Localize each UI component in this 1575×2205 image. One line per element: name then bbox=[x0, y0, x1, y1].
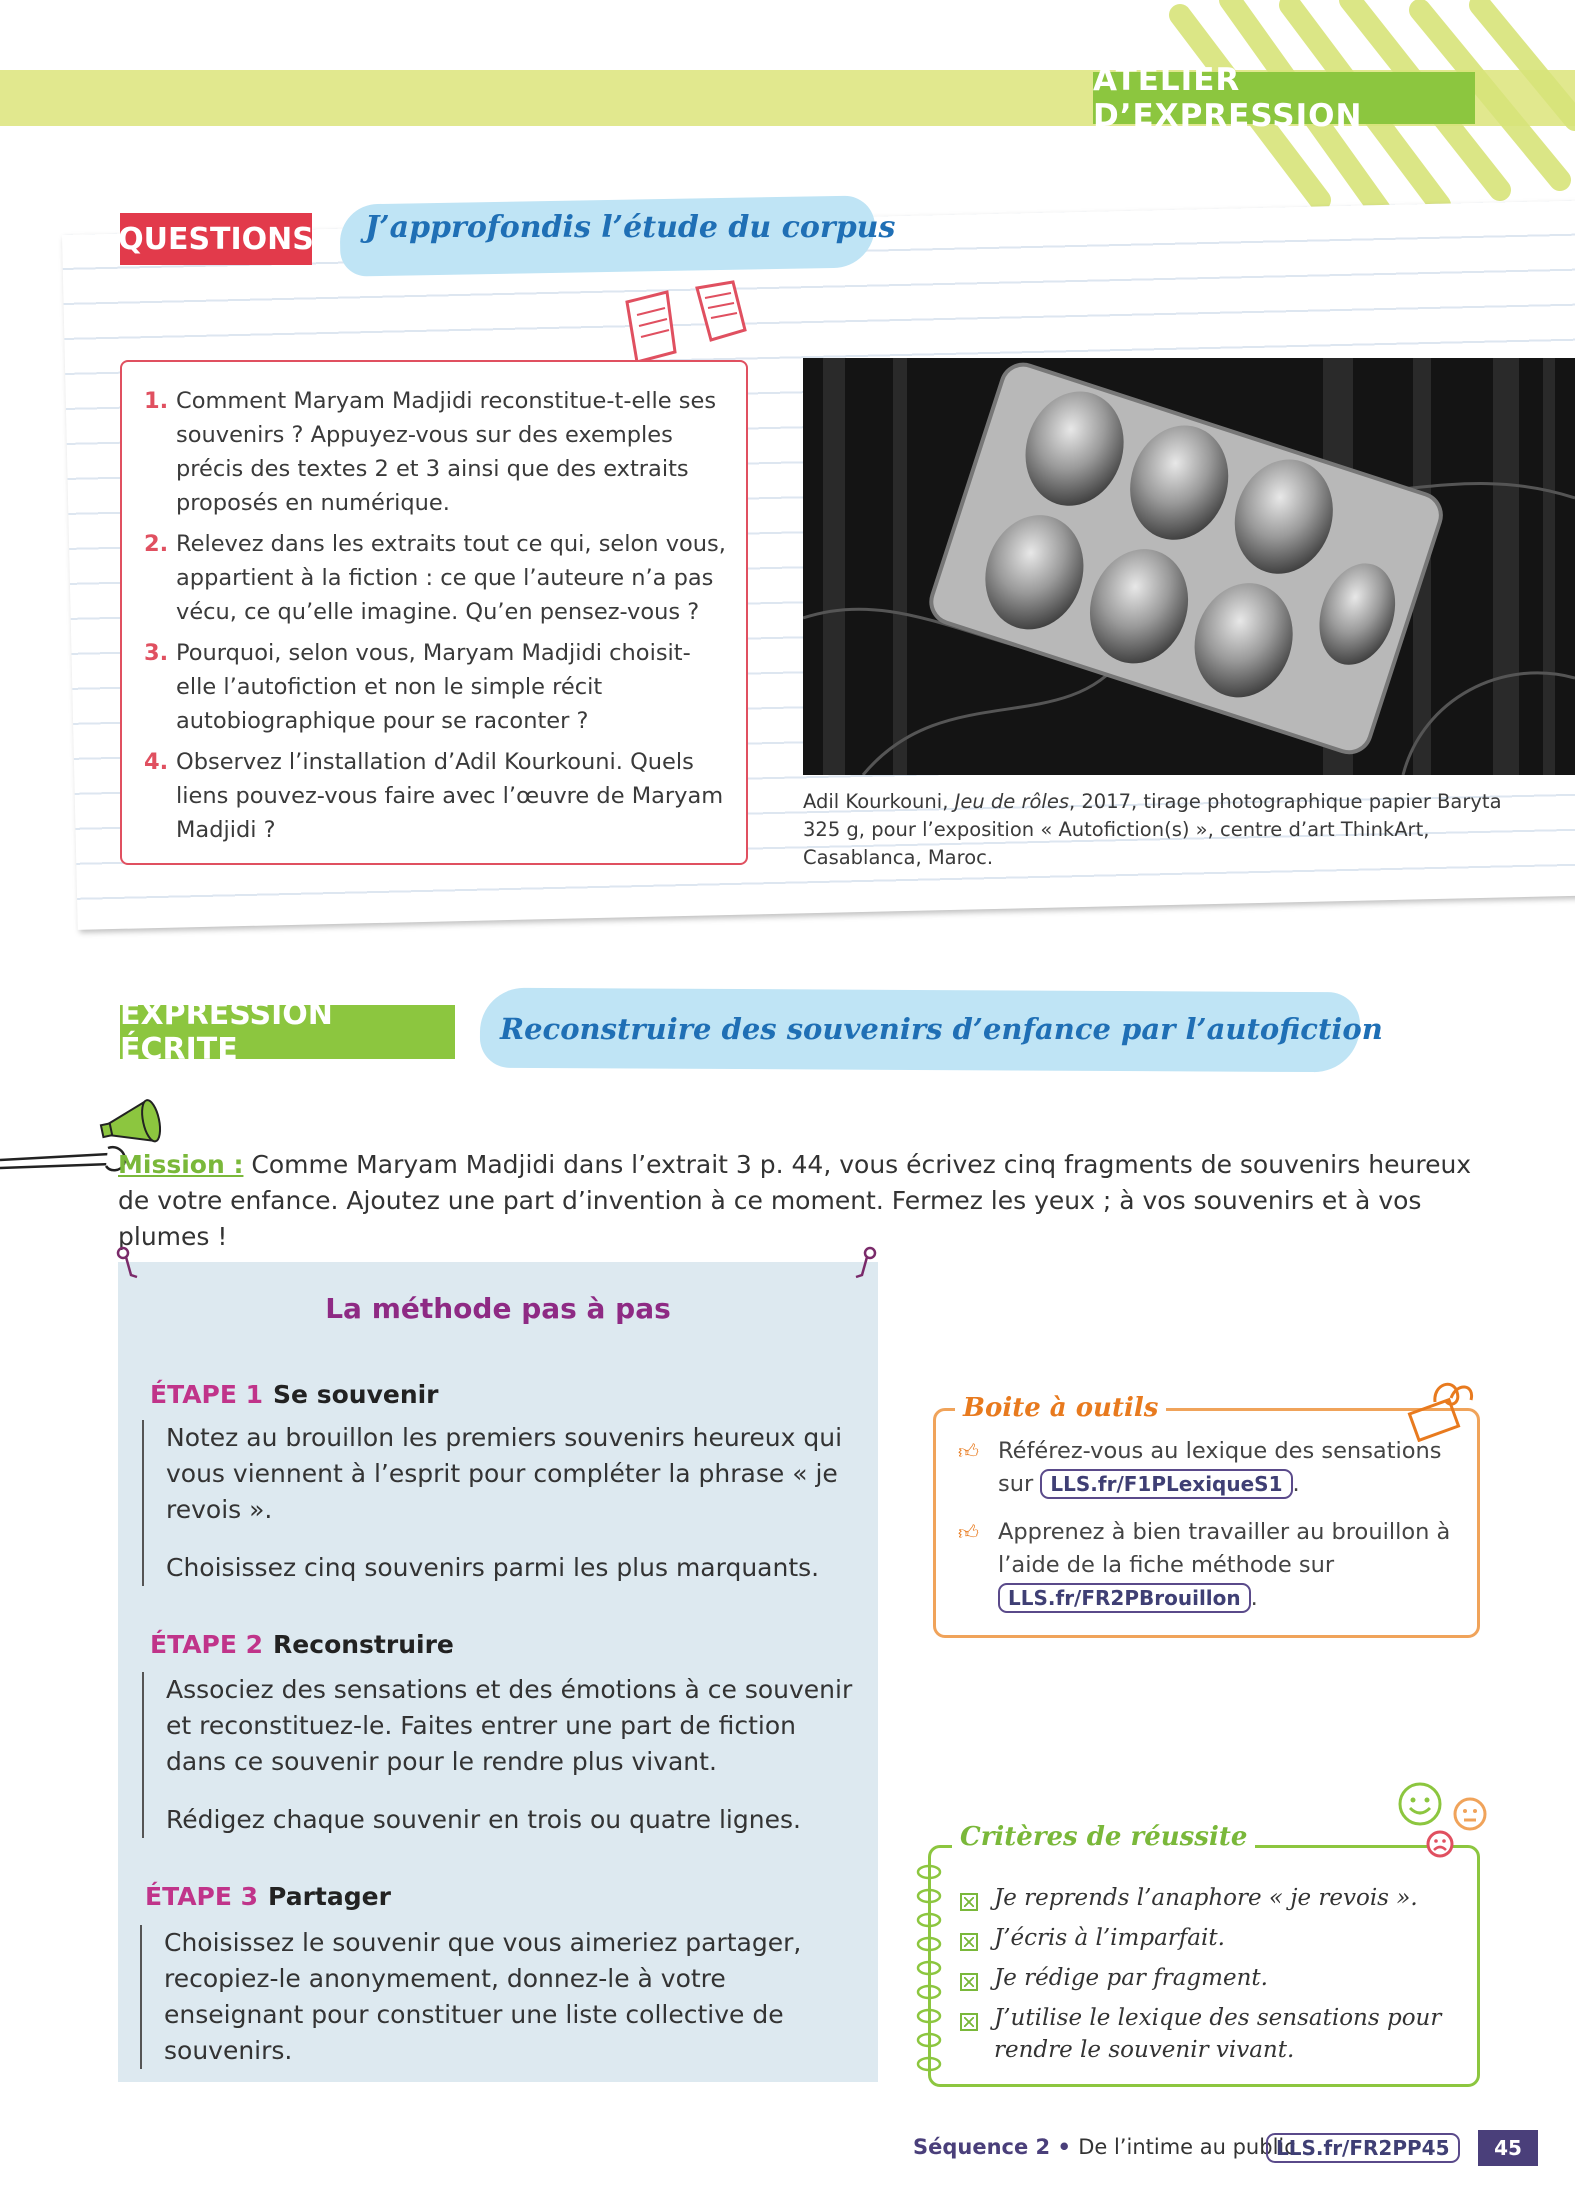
checkbox-icon bbox=[960, 1968, 994, 1988]
step-number: ÉTAPE 1 bbox=[150, 1380, 264, 1409]
step-paragraph: Rédigez chaque souvenir en trois ou quatre lignes. bbox=[166, 1805, 801, 1834]
step-paragraph: Associez des sensations et des émotions à ce souvenir et reconstituez-le. Faites entrer une part de fiction dans ce souvenir pour le rendre plus vivant. bbox=[166, 1675, 853, 1776]
criteria-text: J’écris à l’imparfait. bbox=[994, 1925, 1225, 1951]
step-title: Se souvenir bbox=[273, 1380, 439, 1409]
checkbox-icon bbox=[960, 1888, 994, 1908]
criteria-item bbox=[960, 2002, 1460, 2066]
step-1-heading bbox=[150, 1380, 439, 1409]
step-paragraph: Choisissez cinq souvenirs parmi les plus marquants. bbox=[166, 1553, 820, 1582]
step-3-body bbox=[140, 1925, 850, 2069]
footer-sequence bbox=[913, 2135, 1296, 2159]
step-2-body bbox=[142, 1672, 862, 1838]
thumbs-up-icon: 👍︎ bbox=[958, 1439, 979, 1463]
step-2-heading bbox=[150, 1630, 454, 1659]
mission-statement bbox=[118, 1147, 1498, 1255]
caption-details: , 2017, tirage photographique papier Baryta 325 g, pour l’exposition « Autofiction(s) », centre d’art ThinkArt, Casablanca, Maroc. bbox=[803, 790, 1502, 869]
thumbs-up-icon: 👍︎ bbox=[958, 1520, 979, 1544]
tool-text: Apprenez à bien travailler au brouillon à l’aide de la fiche méthode sur bbox=[998, 1519, 1451, 1578]
criteria-item bbox=[960, 1922, 1460, 1954]
step-number: ÉTAPE 3 bbox=[145, 1882, 259, 1911]
sequence-label: Séquence 2 bbox=[913, 2135, 1051, 2159]
artwork-photo bbox=[803, 358, 1575, 775]
step-number: ÉTAPE 2 bbox=[150, 1630, 264, 1659]
tool-link[interactable]: LLS.fr/FR2PBrouillon bbox=[998, 1583, 1251, 1613]
criteria-item bbox=[960, 1882, 1460, 1914]
checkbox-icon bbox=[960, 1928, 994, 1948]
criteria-list bbox=[960, 1882, 1460, 2074]
smileys-icon bbox=[1390, 1778, 1500, 1860]
mission-label: Mission : bbox=[118, 1150, 244, 1179]
tool-link[interactable]: LLS.fr/F1PLexiqueS1 bbox=[1040, 1469, 1292, 1499]
pin-icon bbox=[848, 1245, 878, 1285]
spiral-binding-decoration bbox=[912, 1860, 946, 2090]
page-number: 45 bbox=[1478, 2130, 1538, 2166]
step-paragraph: Choisissez le souvenir que vous aimeriez partager, recopiez-le anonymement, donnez-le à votre enseignant pour constituer une liste collective de souvenirs. bbox=[164, 1928, 802, 2065]
tool-item bbox=[958, 1516, 1468, 1615]
tool-item bbox=[958, 1435, 1468, 1501]
photo-caption bbox=[803, 788, 1503, 872]
questions-list bbox=[120, 360, 748, 865]
question-item bbox=[144, 527, 726, 629]
section-title: ATELIER D’EXPRESSION bbox=[1093, 72, 1475, 124]
checkbox-icon bbox=[960, 2008, 994, 2028]
tool-text-end: . bbox=[1250, 1585, 1258, 1611]
criteria-text: Je reprends l’anaphore « je revois ». bbox=[994, 1885, 1418, 1911]
sequence-separator: • bbox=[1050, 2135, 1079, 2159]
step-1-body bbox=[142, 1420, 862, 1586]
tool-text-end: . bbox=[1292, 1471, 1300, 1497]
step-3-heading bbox=[145, 1882, 391, 1911]
step-paragraph: Notez au brouillon les premiers souvenirs heureux qui vous viennent à l’esprit pour compléter la phrase « je revois ». bbox=[166, 1423, 843, 1524]
question-number: 3. bbox=[144, 640, 169, 666]
step-title: Reconstruire bbox=[273, 1630, 454, 1659]
question-text: Comment Maryam Madjidi reconstitue-t-elle ses souvenirs ? Appuyez-vous sur des exemples précis des textes 2 et 3 ainsi que des extraits proposés en numérique. bbox=[176, 388, 717, 516]
toolbox-title: Boite à outils bbox=[955, 1393, 1166, 1423]
question-number: 4. bbox=[144, 749, 169, 775]
criteria-item bbox=[960, 1962, 1460, 1994]
question-text: Relevez dans les extraits tout ce qui, selon vous, appartient à la fiction : ce que l’auteure n’a pas vécu, ce qu’elle imagine. Qu’en pensez-vous ? bbox=[176, 531, 726, 625]
criteria-text: J’utilise le lexique des sensations pour rendre le souvenir vivant. bbox=[994, 2005, 1442, 2063]
caption-author: Adil Kourkouni, bbox=[803, 790, 955, 813]
questions-heading: J’approfondis l’étude du corpus bbox=[365, 210, 896, 245]
caption-title: Jeu de rôles bbox=[954, 790, 1069, 813]
mission-text: Comme Maryam Madjidi dans l’extrait 3 p. 44, vous écrivez cinq fragments de souvenirs heureux de votre enfance. Ajoutez une part d’invention à ce moment. Fermez les yeux ; à vos souvenirs et à vos plumes ! bbox=[118, 1150, 1472, 1251]
sequence-title: De l’intime au public bbox=[1078, 2135, 1296, 2159]
criteria-title: Critères de réussite bbox=[952, 1822, 1255, 1852]
expression-heading: Reconstruire des souvenirs d’enfance par l’autofiction bbox=[500, 1012, 1383, 1046]
question-text: Pourquoi, selon vous, Maryam Madjidi choisit-elle l’autofiction et non le simple récit autobiographique pour se raconter ? bbox=[176, 640, 691, 734]
question-number: 2. bbox=[144, 531, 169, 557]
paper-clip-icon bbox=[1405, 1372, 1480, 1442]
question-number: 1. bbox=[144, 388, 169, 414]
expression-label: EXPRESSION ÉCRITE bbox=[120, 1005, 455, 1059]
criteria-text: Je rédige par fragment. bbox=[994, 1965, 1268, 1991]
question-item bbox=[144, 384, 726, 520]
step-title: Partager bbox=[268, 1882, 391, 1911]
footer-link[interactable]: LLS.fr/FR2PP45 bbox=[1266, 2133, 1460, 2163]
question-item bbox=[144, 745, 726, 847]
question-item bbox=[144, 636, 726, 738]
question-text: Observez l’installation d’Adil Kourkouni. Quels liens pouvez-vous faire avec l’œuvre de Maryam Madjidi ? bbox=[176, 749, 724, 843]
tool-text: Référez-vous au lexique des sensations sur bbox=[998, 1438, 1442, 1497]
pin-icon bbox=[115, 1245, 145, 1285]
method-title: La méthode pas à pas bbox=[325, 1292, 671, 1325]
questions-label: QUESTIONS bbox=[120, 213, 312, 265]
